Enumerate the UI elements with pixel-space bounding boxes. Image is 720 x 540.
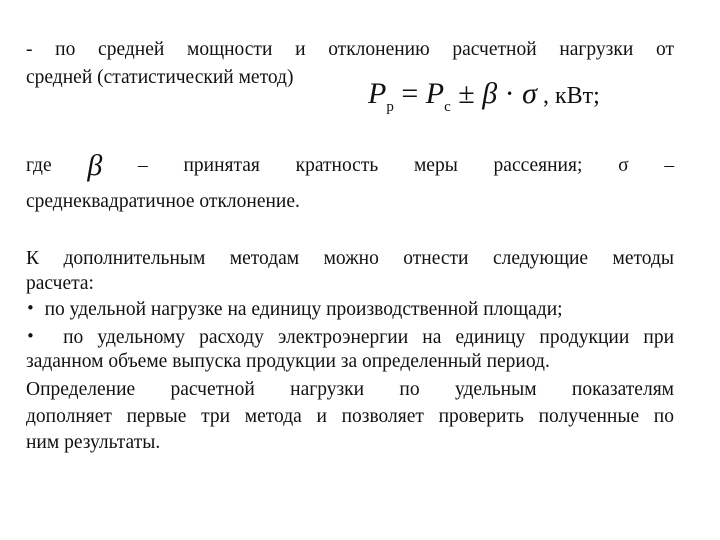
bullet-item-1: [26, 296, 674, 322]
formula-p-c: P: [425, 77, 445, 110]
para2-word-prinyataya: принятая: [183, 155, 260, 176]
formula-beta: β: [482, 77, 498, 110]
para1-line1: - по средней мощности и отклонению расчетной нагрузки от: [26, 39, 674, 60]
para4-line2: дополняет первые три метода и позволяет проверить полученные по: [26, 406, 674, 427]
para2-line2: среднеквадратичное отклонение.: [26, 191, 300, 212]
para2-word-rasseyaniya: рассеяния;: [493, 155, 583, 176]
bullet-icon: •: [26, 327, 35, 345]
beta-symbol: β: [87, 149, 103, 182]
bullet-item-2: [26, 324, 674, 350]
formula-plus-minus: ±: [450, 77, 483, 110]
para3-line1: К дополнительным методам можно отнести следующие методы: [26, 248, 674, 269]
bullet1-text: по удельной нагрузке на единицу производственной площади;: [44, 299, 563, 320]
bullet2-text-line1: по удельному расходу электроэнергии на единицу продукции при: [63, 327, 674, 348]
sigma-symbol: σ: [618, 155, 629, 176]
para2-line1: [26, 149, 675, 182]
para2-word-mery: меры: [413, 155, 458, 176]
bullet2-text-line2: заданном объеме выпуска продукции за определенный период.: [26, 351, 550, 372]
para4-line1: Определение расчетной нагрузки по удельным показателям: [26, 379, 674, 400]
para2-dash: –: [138, 155, 148, 176]
para2-word-kratnost: кратность: [295, 155, 379, 176]
formula-power: [368, 76, 600, 125]
formula-sigma: σ: [522, 77, 537, 110]
formula-sub-r: р: [386, 99, 394, 115]
formula-sub-c: с: [444, 99, 451, 115]
para1-line2: средней (статистический метод): [26, 67, 294, 88]
formula-equals: =: [393, 77, 426, 110]
bullet-icon: •: [26, 299, 35, 317]
formula-unit: , кВт;: [536, 83, 600, 109]
para2-gde: где: [26, 155, 52, 176]
formula-dot: ·: [497, 77, 523, 110]
para2-dash2: –: [664, 155, 675, 176]
para3-line2: расчета:: [26, 273, 94, 294]
formula-p-r: P: [368, 77, 387, 110]
para4-line3: ним результаты.: [26, 432, 161, 453]
